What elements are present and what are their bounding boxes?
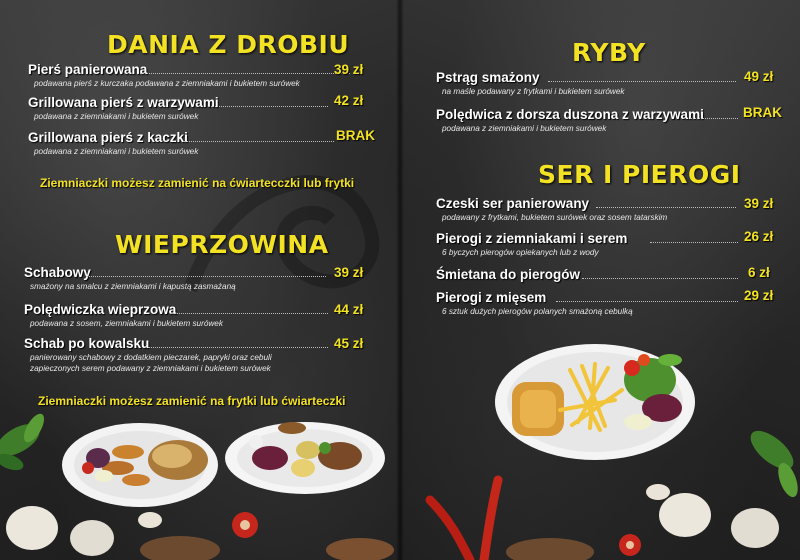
item-price: 29 zł xyxy=(744,288,774,303)
herb-leaves-icon xyxy=(744,424,800,500)
item-price: 39 zł xyxy=(744,196,774,211)
item-name: Pierogi z mięsem xyxy=(436,290,547,305)
plate-chicken-wedges-icon xyxy=(62,423,218,507)
potato-note: Ziemniaczki możesz zamienić na frytki lub ćwiarteczki xyxy=(38,394,346,408)
menu-item xyxy=(436,231,781,259)
menu-item xyxy=(436,290,781,318)
item-price: 42 zł xyxy=(334,93,364,108)
menu-item xyxy=(436,267,781,284)
dotted-leader xyxy=(556,301,738,302)
item-description: podawana z ziemniakami i bukietem surówek xyxy=(442,124,607,133)
item-price: 39 zł xyxy=(334,265,364,280)
menu-item xyxy=(28,130,378,158)
item-name: Polędwica z dorsza duszona z warzywami xyxy=(436,107,704,122)
dotted-leader xyxy=(596,207,736,208)
item-price: BRAK xyxy=(336,128,375,143)
spice-bowl-icon xyxy=(506,538,594,560)
section-heading-drob: DANIA Z DROBIU xyxy=(107,30,350,59)
spice-bowl-icon xyxy=(326,538,394,560)
menu-item xyxy=(24,336,369,374)
item-name: Polędwiczka wieprzowa xyxy=(24,302,177,317)
dotted-leader xyxy=(548,81,736,82)
tomato-icon xyxy=(619,534,641,556)
menu-item xyxy=(436,107,796,135)
garlic-icon xyxy=(6,506,162,556)
chili-pepper-icon xyxy=(430,480,498,560)
dotted-leader xyxy=(140,73,350,74)
item-description: 6 sztuk dużych pierogów polanych smażoną cebulką xyxy=(442,307,633,316)
item-price: 49 zł xyxy=(744,69,774,84)
section-heading-ryby: RYBY xyxy=(572,38,646,67)
item-price: 6 zł xyxy=(748,265,770,280)
book-spine xyxy=(396,0,404,560)
section-heading-wieprzowina: WIEPRZOWINA xyxy=(115,230,329,259)
spice-bowl-icon xyxy=(140,536,220,560)
item-name: Pstrąg smażony xyxy=(436,70,540,85)
menu-item xyxy=(436,70,781,98)
right-page xyxy=(400,0,800,560)
item-description: na maśle podawany z frytkami i bukietem surówek xyxy=(442,87,625,96)
tomato-icon xyxy=(232,512,258,538)
item-description: podawana pierś z kurczaka podawana z ziemniakami i bukietem surówek xyxy=(34,79,300,88)
food-decoration xyxy=(0,410,400,560)
dotted-leader xyxy=(650,242,738,243)
item-price: 39 zł xyxy=(334,62,364,77)
item-name: Schab po kowalsku xyxy=(24,336,150,351)
item-name: Pierogi z ziemniakami i serem xyxy=(436,231,628,246)
item-name: Czeski ser panierowany xyxy=(436,196,590,211)
item-description: zapieczonych serem podawany z ziemniakami i bukietem surówek xyxy=(30,363,271,373)
item-description: panierowany schabowy z dodatkiem pieczarek, papryki oraz cebuli xyxy=(30,353,272,362)
item-price: 26 zł xyxy=(744,229,774,244)
item-price: BRAK xyxy=(743,105,782,120)
dotted-leader xyxy=(582,278,738,279)
item-description: podawany z frytkami, bukietem surówek oraz sosem tatarskim xyxy=(442,213,668,222)
dotted-leader xyxy=(690,118,738,119)
item-name: Grillowana pierś z warzywami xyxy=(28,95,219,110)
dotted-leader xyxy=(170,313,328,314)
plate-cheese-fries-icon xyxy=(495,344,695,460)
item-name: Śmietana do pierogów xyxy=(436,267,581,282)
item-name: Grillowana pierś z kaczki xyxy=(28,130,188,145)
dotted-leader xyxy=(148,347,328,348)
menu-item xyxy=(28,62,368,90)
potato-note: Ziemniaczki możesz zamienić na ćwiartecczki lub frytki xyxy=(40,176,355,190)
item-description: smażony na smalcu z ziemniakami i kapustą zasmażaną xyxy=(30,282,236,291)
item-name: Schabowy xyxy=(24,265,91,280)
garlic-icon xyxy=(646,484,779,548)
item-description: 6 byczych pierogów opiekanych lub z wody xyxy=(442,248,599,257)
dotted-leader xyxy=(184,141,334,142)
plate-pork-cutlet-icon xyxy=(225,422,385,494)
item-description: podawana z ziemniakami i bukietem surówek xyxy=(34,112,199,121)
food-decoration xyxy=(400,330,800,560)
menu-item xyxy=(24,302,369,330)
section-heading-ser: SER I PIEROGI xyxy=(538,160,741,189)
menu-item xyxy=(28,95,368,123)
menu-item xyxy=(436,196,781,224)
item-description: podawana z sosem, ziemniakami i bukietem surówek xyxy=(30,319,223,328)
herb-leaves-icon xyxy=(0,411,48,474)
item-name: Pierś panierowana xyxy=(28,62,148,77)
item-price: 44 zł xyxy=(334,302,364,317)
item-description: podawana z ziemniakami i bukietem surówek xyxy=(34,147,199,156)
menu-item xyxy=(24,265,369,293)
item-price: 45 zł xyxy=(334,336,364,351)
dotted-leader xyxy=(208,106,328,107)
dotted-leader xyxy=(86,276,326,277)
